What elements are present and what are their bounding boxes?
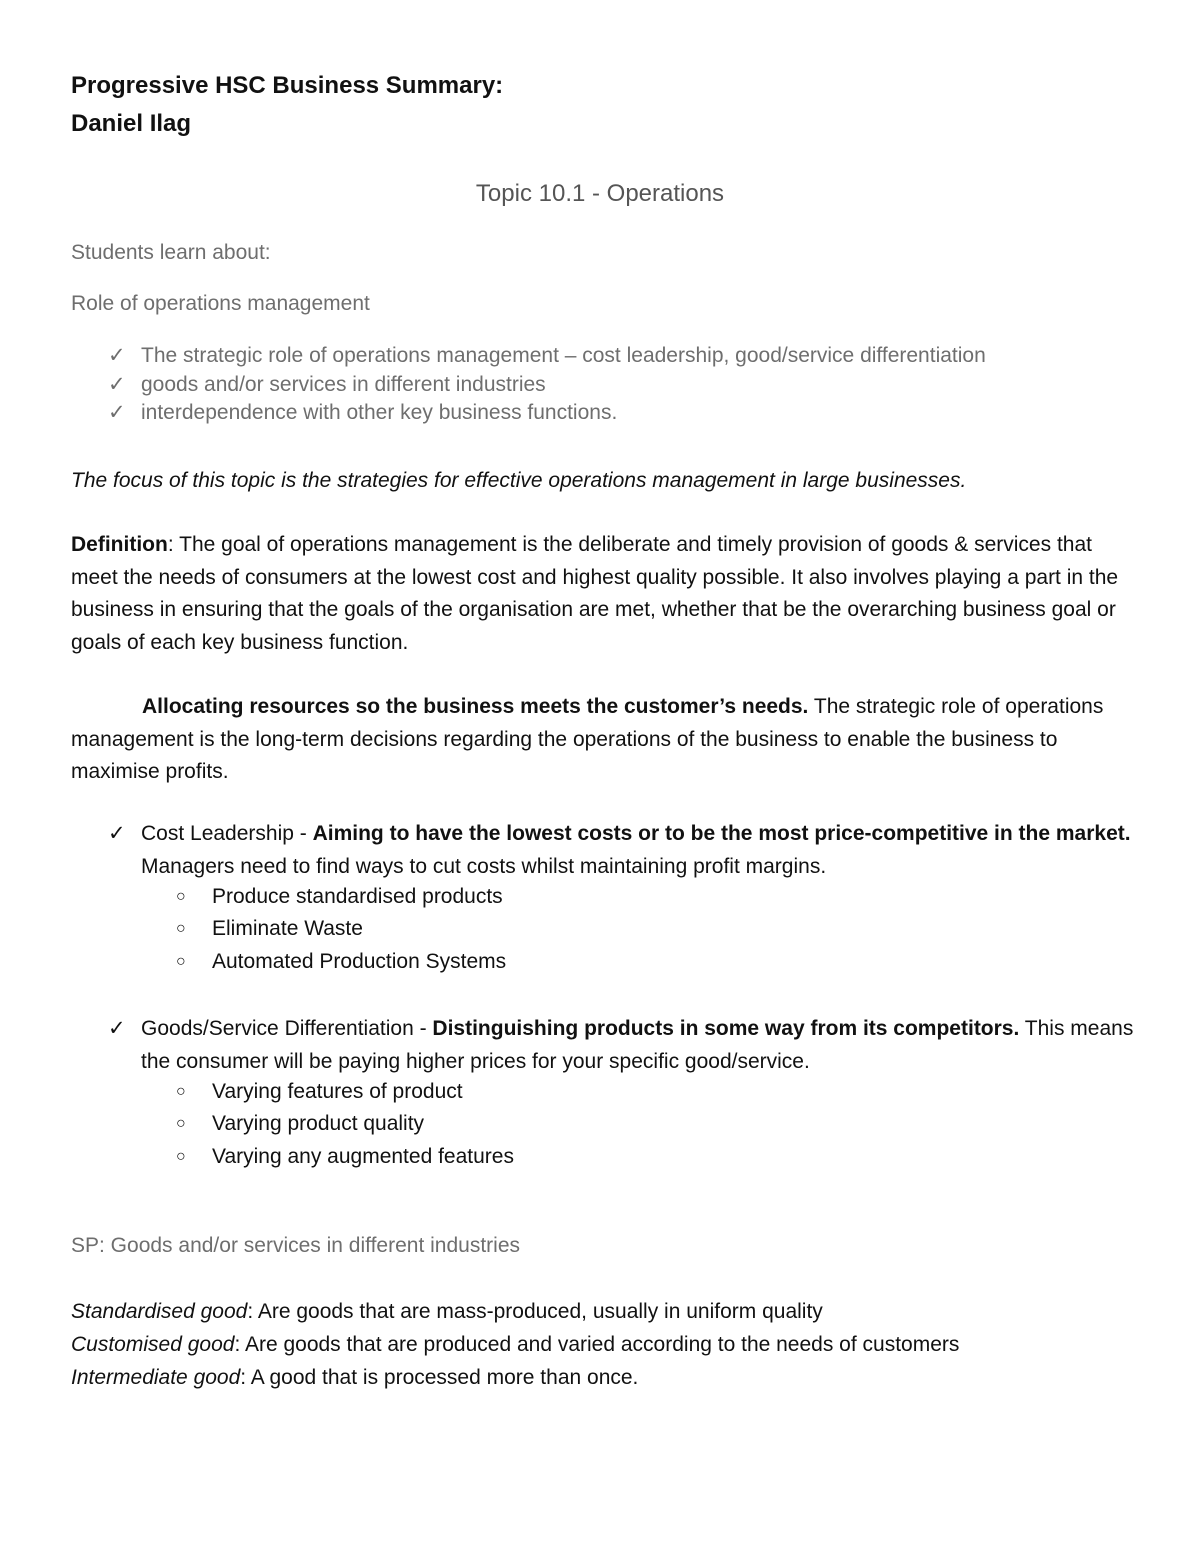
learn-about-intro: Students learn about:	[71, 241, 271, 264]
sub-list-item-text: Varying features of product	[212, 1080, 463, 1103]
document-title: Progressive HSC Business Summary:	[71, 72, 504, 99]
goods-term: Standardised good	[71, 1300, 248, 1323]
circle-bullet-icon: ○	[176, 888, 186, 905]
cost-leadership-text	[141, 818, 1138, 883]
cost-leadership-item	[108, 818, 1138, 883]
check-icon: ✓	[108, 1017, 126, 1040]
document-author: Daniel Ilag	[71, 110, 192, 137]
goods-term-text: : A good that is processed more than once.	[240, 1366, 639, 1389]
sub-list-item	[176, 885, 503, 909]
check-icon: ✓	[108, 373, 126, 396]
circle-bullet-icon: ○	[176, 953, 186, 970]
check-icon: ✓	[108, 822, 126, 845]
sub-list-item-text: Varying product quality	[212, 1112, 425, 1135]
definition-paragraph	[71, 529, 1131, 659]
circle-bullet-icon: ○	[176, 1148, 186, 1165]
cost-leadership-detail: Managers need to find ways to cut costs whilst maintaining profit margins.	[141, 854, 827, 878]
sub-list-item	[176, 917, 363, 941]
sub-list-item	[176, 950, 506, 974]
check-icon: ✓	[108, 401, 126, 424]
goods-term-text: : Are goods that are mass-produced, usually in uniform quality	[247, 1300, 823, 1323]
cost-leadership-lead: Cost Leadership -	[141, 822, 313, 845]
section-heading: SP: Goods and/or services in different industries	[71, 1234, 521, 1257]
sub-list-item-text: Eliminate Waste	[212, 917, 363, 940]
sub-list-item	[176, 1080, 463, 1104]
sub-list-item-text: Automated Production Systems	[212, 950, 507, 973]
goods-term: Intermediate good	[71, 1366, 241, 1389]
list-item-text: goods and/or services in different industries	[141, 373, 546, 396]
list-item	[108, 343, 986, 368]
sub-list-item	[176, 1145, 514, 1169]
circle-bullet-icon: ○	[176, 920, 186, 937]
goods-term-text: : Are goods that are produced and varied according to the needs of customers	[234, 1333, 960, 1356]
sub-list-item-text: Produce standardised products	[212, 885, 503, 908]
goods-definition	[71, 1333, 959, 1357]
differentiation-lead: Goods/Service Differentiation -	[141, 1017, 433, 1040]
definition-label: Definition	[71, 533, 168, 556]
list-item-text: The strategic role of operations management – cost leadership, good/service differentiation	[141, 344, 986, 367]
differentiation-bold: Distinguishing products in some way from its competitors.	[432, 1017, 1020, 1040]
goods-term: Customised good	[71, 1333, 235, 1356]
list-item	[108, 400, 617, 425]
differentiation-item	[108, 1013, 1138, 1078]
focus-statement: The focus of this topic is the strategies for effective operations management in large businesses.	[71, 469, 967, 492]
strategic-role-text: The strategic role of operations management is the long-term decisions regarding the operations of the business to enable the business to maximise profits.	[71, 695, 1104, 783]
goods-definition	[71, 1366, 638, 1390]
sub-list-item	[176, 1112, 424, 1136]
topic-heading: Topic 10.1 - Operations	[475, 180, 725, 207]
list-item-text: interdependence with other key business functions.	[141, 401, 618, 424]
sub-list-item-text: Varying any augmented features	[212, 1145, 514, 1168]
goods-definition	[71, 1300, 823, 1324]
learn-about-section: Role of operations management	[71, 292, 370, 315]
circle-bullet-icon: ○	[176, 1083, 186, 1100]
circle-bullet-icon: ○	[176, 1115, 186, 1132]
strategic-role-paragraph	[71, 691, 1131, 789]
strategic-role-bold: Allocating resources so the business meets the customer’s needs.	[142, 695, 809, 718]
differentiation-detail: This means the consumer will be paying higher prices for your specific good/service.	[141, 1017, 1134, 1073]
cost-leadership-bold: Aiming to have the lowest costs or to be the most price-competitive in the market.	[312, 822, 1131, 845]
differentiation-text	[141, 1013, 1138, 1078]
list-item	[108, 372, 546, 397]
check-icon: ✓	[108, 344, 126, 367]
definition-text: : The goal of operations management is the deliberate and timely provision of goods & services that meet the needs of consumers at the lowest cost and highest quality possible. It also involves playing a part in the business in ensuring that the goals of the organisation are met, whether that be the overarching business goal or goals of each key business function.	[71, 533, 1119, 654]
